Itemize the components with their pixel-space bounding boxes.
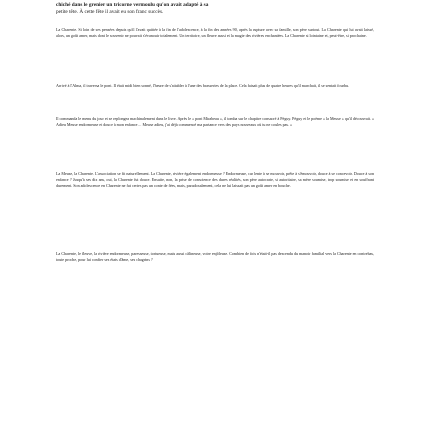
paragraph-3: Il commanda le menu du jour et se replongea machinalement dans le livre. Après le « pont Mirabeau », il tomba sur le chapitre consacré à Péguy. Péguy et le poème « la Meuse » qu'il découvrait. « Adieu Meuse endormeuse et douce à mon enfance… Meuse adieu, j'ai déjà commencé ma partance vers des pays nouveaux où tu ne coules pas. » [56,116,374,128]
paragraph-2: Arrivé à l'Alma, il traversa le pont. Il était midi bien sonné, l'heure de s'attabler à l'une des brasseries de la place. Cela faisait plus de quatre heures qu'il marchait, il se sentait fourbu. [56,83,350,88]
page-top-fragment [56,2,376,15]
top-fragment-line: petite tête. À cette fête il avait eu son franc succès. [56,8,164,15]
paragraph-4: La Meuse, la Charente. L'association se fit naturellement. La Charente, rivière également endormeuse ? Endormeuse, car lente à se mouvoir, prête à s'émouvoir, douce à se concevoir. Douce à son enfance ? Jusqu'à ses dix ans, oui, la Charente fut douce. Ensuite, non, la prise de conscience des dures réalités, son père autocrate, si autoritaire, sa mère soumise, trop soumise et en souffrant durement. Son adolescence en Charente ne fut certes pas un conte de fées, mais, paradoxalement, cela ne lui laissait pas un goût amer en bouche. [56,171,374,189]
paragraph-5: La Charente, le fleuve, la rivière endormeuse, paresseuse, tortueuse, mais aussi câlineuse, voire enjôleuse. Combien de fois n'était-il pas descendu du manoir familial vers la Charente en contrebas, toute proche, pour lui confier ses états d'âme, ses chagrins ? [56,251,374,263]
top-fragment-bold-line: chiché dans le grenier un tricorne vermoulu qu'on avait adapté à sa [56,2,209,8]
paragraph-1: La Charente. Si loin de ses pensées depuis qu'il l'avait quittée à la fin de l'adolescence, à la fin des années 90, après la rupture avec sa famille, son père surtout. La Charente qui lui avait laissé, alors, un goût amer, mais dont le souvenir ne pouvait s'évanouir totalement. Un territoire, un fleuve aussi et la magie des rivières enchantées. La Charente si lointaine et, peut-être, si prochaine. [56,27,374,39]
